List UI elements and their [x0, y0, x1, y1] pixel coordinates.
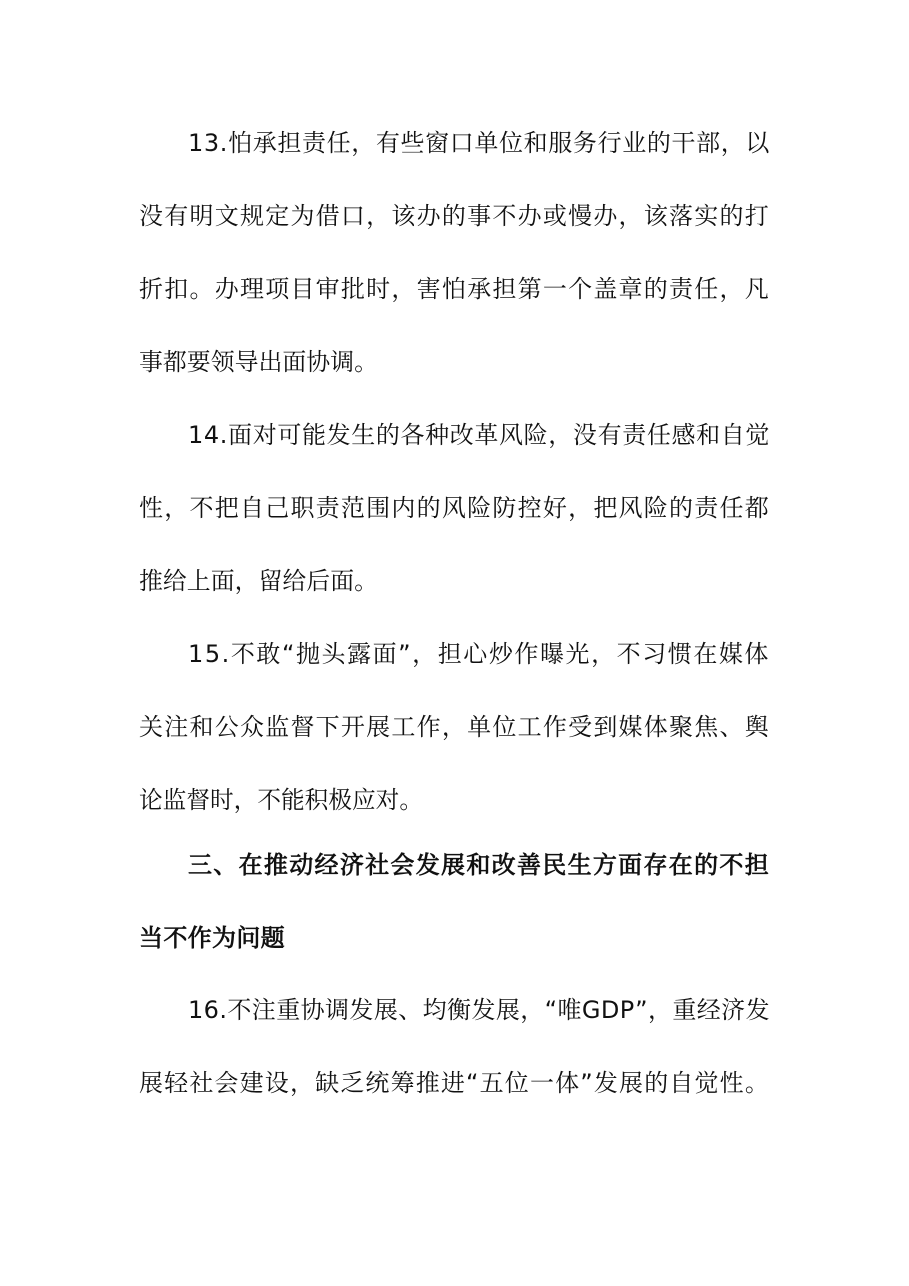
section-heading-text-1: 三、在推动经济社会发展和改善民生方面存在的不担 — [188, 851, 770, 879]
paragraph-14-text-2: 性，不把自己职责范围内的风险防控好，把风险的责任都 — [139, 494, 770, 522]
section-heading-text-2: 当不作为问题 — [139, 924, 285, 952]
paragraph-16-line-2 — [0, 1063, 909, 1103]
paragraph-14-line-3 — [0, 561, 909, 601]
paragraph-13-line-4 — [0, 342, 909, 382]
paragraph-14-line-1 — [0, 415, 909, 455]
paragraph-13-text-4: 事都要领导出面协调。 — [139, 348, 378, 376]
paragraph-15-text-3: 论监督时，不能积极应对。 — [139, 786, 423, 814]
paragraph-14-text-1: 14.面对可能发生的各种改革风险，没有责任感和自觉 — [188, 421, 770, 449]
paragraph-13-text-2: 没有明文规定为借口，该办的事不办或慢办，该落实的打 — [139, 202, 770, 230]
paragraph-13-line-2 — [0, 196, 909, 236]
paragraph-14-text-3: 推给上面，留给后面。 — [139, 567, 378, 595]
paragraph-16-text-2: 展轻社会建设，缺乏统筹推进“五位一体”发展的自觉性。 — [139, 1069, 770, 1097]
paragraph-14-line-2 — [0, 488, 909, 528]
section-heading-line-1 — [0, 845, 909, 885]
paragraph-15-line-3 — [0, 780, 909, 820]
paragraph-13-line-3 — [0, 269, 909, 309]
paragraph-15-text-2: 关注和公众监督下开展工作，单位工作受到媒体聚焦、舆 — [139, 713, 770, 741]
paragraph-15-line-2 — [0, 707, 909, 747]
section-heading-line-2 — [0, 918, 909, 958]
paragraph-13-text-3: 折扣。办理项目审批时，害怕承担第一个盖章的责任，凡 — [139, 275, 770, 303]
paragraph-16-line-1 — [0, 990, 909, 1030]
paragraph-16-text-1: 16.不注重协调发展、均衡发展，“唯GDP”，重经济发 — [188, 996, 770, 1024]
paragraph-15-line-1 — [0, 634, 909, 674]
paragraph-15-text-1: 15.不敢“抛头露面”，担心炒作曝光，不习惯在媒体 — [188, 640, 770, 668]
paragraph-13-line-1 — [0, 123, 909, 163]
paragraph-13-text-1: 13.怕承担责任，有些窗口单位和服务行业的干部，以 — [188, 129, 770, 157]
